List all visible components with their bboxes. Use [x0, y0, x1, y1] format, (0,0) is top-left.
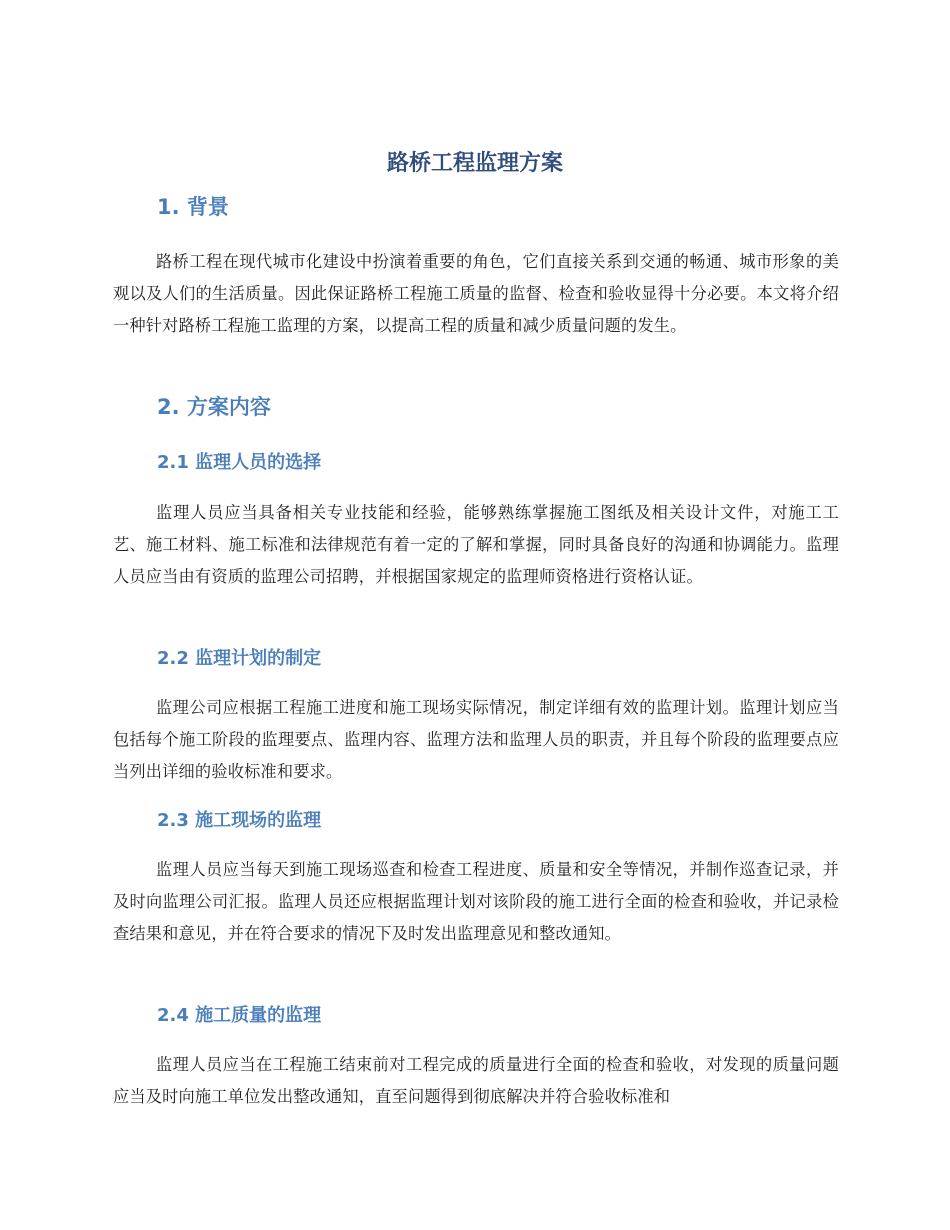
paragraph-2-2: 监理公司应根据工程施工进度和施工现场实际情况，制定详细有效的监理计划。监理计划应当包括每个施工阶段的监理要点、监理内容、监理方法和监理人员的职责，并且每个阶段的监理要点应当列出详细的验收标准和要求。 [113, 698, 839, 781]
section-heading-plan-content: 2. 方案内容 [157, 395, 271, 419]
section-heading-background: 1. 背景 [157, 195, 229, 219]
subsection-heading-2-1: 2.1 监理人员的选择 [157, 452, 322, 473]
subsection-heading-2-2: 2.2 监理计划的制定 [157, 648, 322, 669]
subsection-heading-2-4: 2.4 施工质量的监理 [157, 1005, 322, 1026]
paragraph-background: 路桥工程在现代城市化建设中扮演着重要的角色，它们直接关系到交通的畅通、城市形象的美观以及人们的生活质量。因此保证路桥工程施工质量的监督、检查和验收显得十分必要。本文将介绍一种针对路桥工程施工监理的方案，以提高工程的质量和减少质量问题的发生。 [113, 252, 839, 335]
paragraph-2-1: 监理人员应当具备相关专业技能和经验，能够熟练掌握施工图纸及相关设计文件，对施工工艺、施工材料、施工标准和法律规范有着一定的了解和掌握，同时具备良好的沟通和协调能力。监理人员应当由有资质的监理公司招聘，并根据国家规定的监理师资格进行资格认证。 [113, 503, 839, 586]
document-title: 路桥工程监理方案 [386, 151, 563, 176]
paragraph-2-4: 监理人员应当在工程施工结束前对工程完成的质量进行全面的检查和验收，对发现的质量问题应当及时向施工单位发出整改通知，直至问题得到彻底解决并符合验收标准和 [113, 1055, 839, 1106]
subsection-heading-2-3: 2.3 施工现场的监理 [157, 810, 322, 831]
paragraph-2-3: 监理人员应当每天到施工现场巡查和检查工程进度、质量和安全等情况，并制作巡查记录，并及时向监理公司汇报。监理人员还应根据监理计划对该阶段的施工进行全面的检查和验收，并记录检查结果和意见，并在符合要求的情况下及时发出监理意见和整改通知。 [113, 860, 839, 943]
